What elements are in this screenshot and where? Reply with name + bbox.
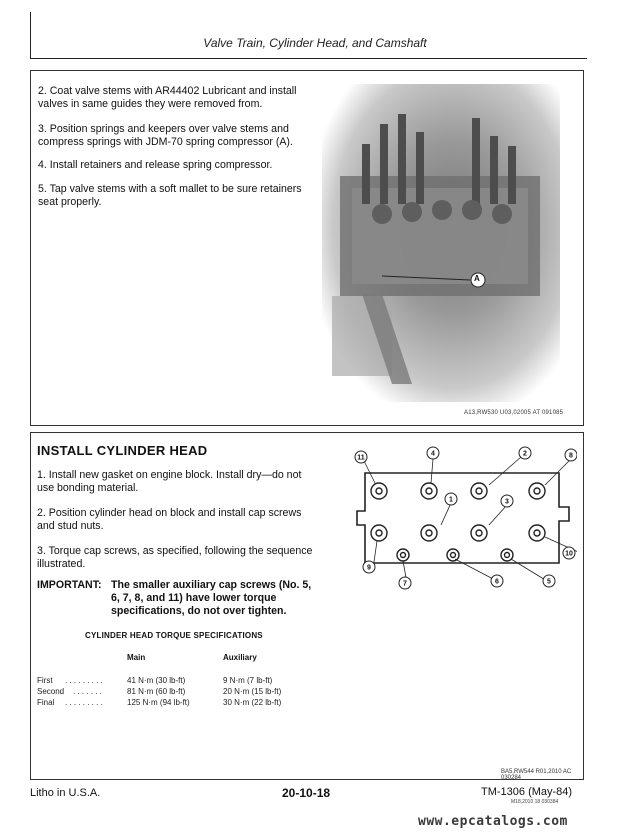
install-step-2: 2. Position cylinder head on block and install cap screws and stud nuts. [37, 507, 302, 532]
torque-row-aux: 9 N·m (7 lb-ft) [223, 676, 273, 685]
manual-code: M18,2010 18 030384 [511, 799, 559, 805]
valve-step-2: 2. Coat valve stems with AR44402 Lubricant and install valves in same guides they were removed from. [38, 85, 297, 110]
torque-row-label: Final [37, 698, 55, 707]
manual-number: TM-1306 (May-84) [481, 786, 573, 798]
torque-sequence-diagram [349, 443, 577, 593]
install-step-1: 1. Install new gasket on engine block. Install dry—do not use bonding material. [37, 469, 302, 494]
diagram-label-7: 7 [403, 580, 407, 588]
footer-litho: Litho in U.S.A. [30, 787, 101, 799]
diagram-label-4: 4 [431, 450, 435, 458]
important-label: IMPORTANT: [37, 579, 102, 591]
page-header-title: Valve Train, Cylinder Head, and Camshaft [203, 36, 427, 50]
diagram-label-3: 3 [505, 498, 509, 506]
diagram-label-6: 6 [495, 578, 499, 586]
torque-row-main: 125 N·m (94 lb-ft) [127, 698, 190, 707]
torque-row-main: 81 N·m (60 lb-ft) [127, 687, 186, 696]
torque-row-main: 41 N·m (30 lb-ft) [127, 676, 186, 685]
valve-step-5: 5. Tap valve stems with a soft mallet to be sure retainers seat properly. [38, 183, 302, 208]
section-title: INSTALL CYLINDER HEAD [37, 443, 208, 458]
cap-screw-bolts [371, 483, 545, 561]
torque-row-dots: . . . . . . . . . [65, 676, 103, 685]
photo-callout-a: A [474, 274, 480, 283]
diagram-label-5: 5 [547, 578, 551, 586]
callout-leaders [363, 457, 577, 583]
torque-row-label: First [37, 676, 53, 685]
diagram-caption: BA5,RW544 R01,2010 AC 030284 [501, 769, 572, 781]
torque-row-aux: 30 N·m (22 lb-ft) [223, 698, 282, 707]
diagram-label-10: 10 [565, 550, 573, 558]
torque-table-title: CYLINDER HEAD TORQUE SPECIFICATIONS [85, 631, 263, 640]
install-step-3: 3. Torque cap screws, as specified, following the sequence illustrated. [37, 545, 313, 570]
watermark-link[interactable]: www.epcatalogs.com [418, 814, 568, 829]
torque-row-dots: . . . . . . . [73, 687, 102, 696]
torque-row-dots: . . . . . . . . . [65, 698, 103, 707]
photo-caption: A13,RW530 U03,02005 AT 091085 [464, 410, 564, 416]
page-number: 20-10-18 [282, 786, 331, 800]
important-text: The smaller auxiliary cap screws (No. 5, 6, 7, 8, and 11) have lower torque specifications, do not over tighten. [111, 579, 312, 617]
callout-circles [355, 447, 577, 589]
diagram-label-9: 9 [367, 564, 371, 572]
torque-header-main: Main [127, 653, 146, 662]
valve-step-3: 3. Position springs and keepers over valve stems and compress springs with JDM-70 spring compressor (A). [38, 123, 293, 148]
torque-row-aux: 20 N·m (15 lb-ft) [223, 687, 282, 696]
install-cylinder-head-panel [30, 432, 584, 780]
spring-compressor-photo [322, 84, 560, 402]
torque-header-aux: Auxiliary [223, 653, 257, 662]
diagram-label-11: 11 [357, 454, 365, 462]
torque-row-label: Second [37, 687, 65, 696]
diagram-label-8: 8 [569, 452, 573, 460]
diagram-label-1: 1 [449, 496, 453, 504]
valve-step-4: 4. Install retainers and release spring compressor. [38, 159, 273, 171]
diagram-label-2: 2 [523, 450, 527, 458]
